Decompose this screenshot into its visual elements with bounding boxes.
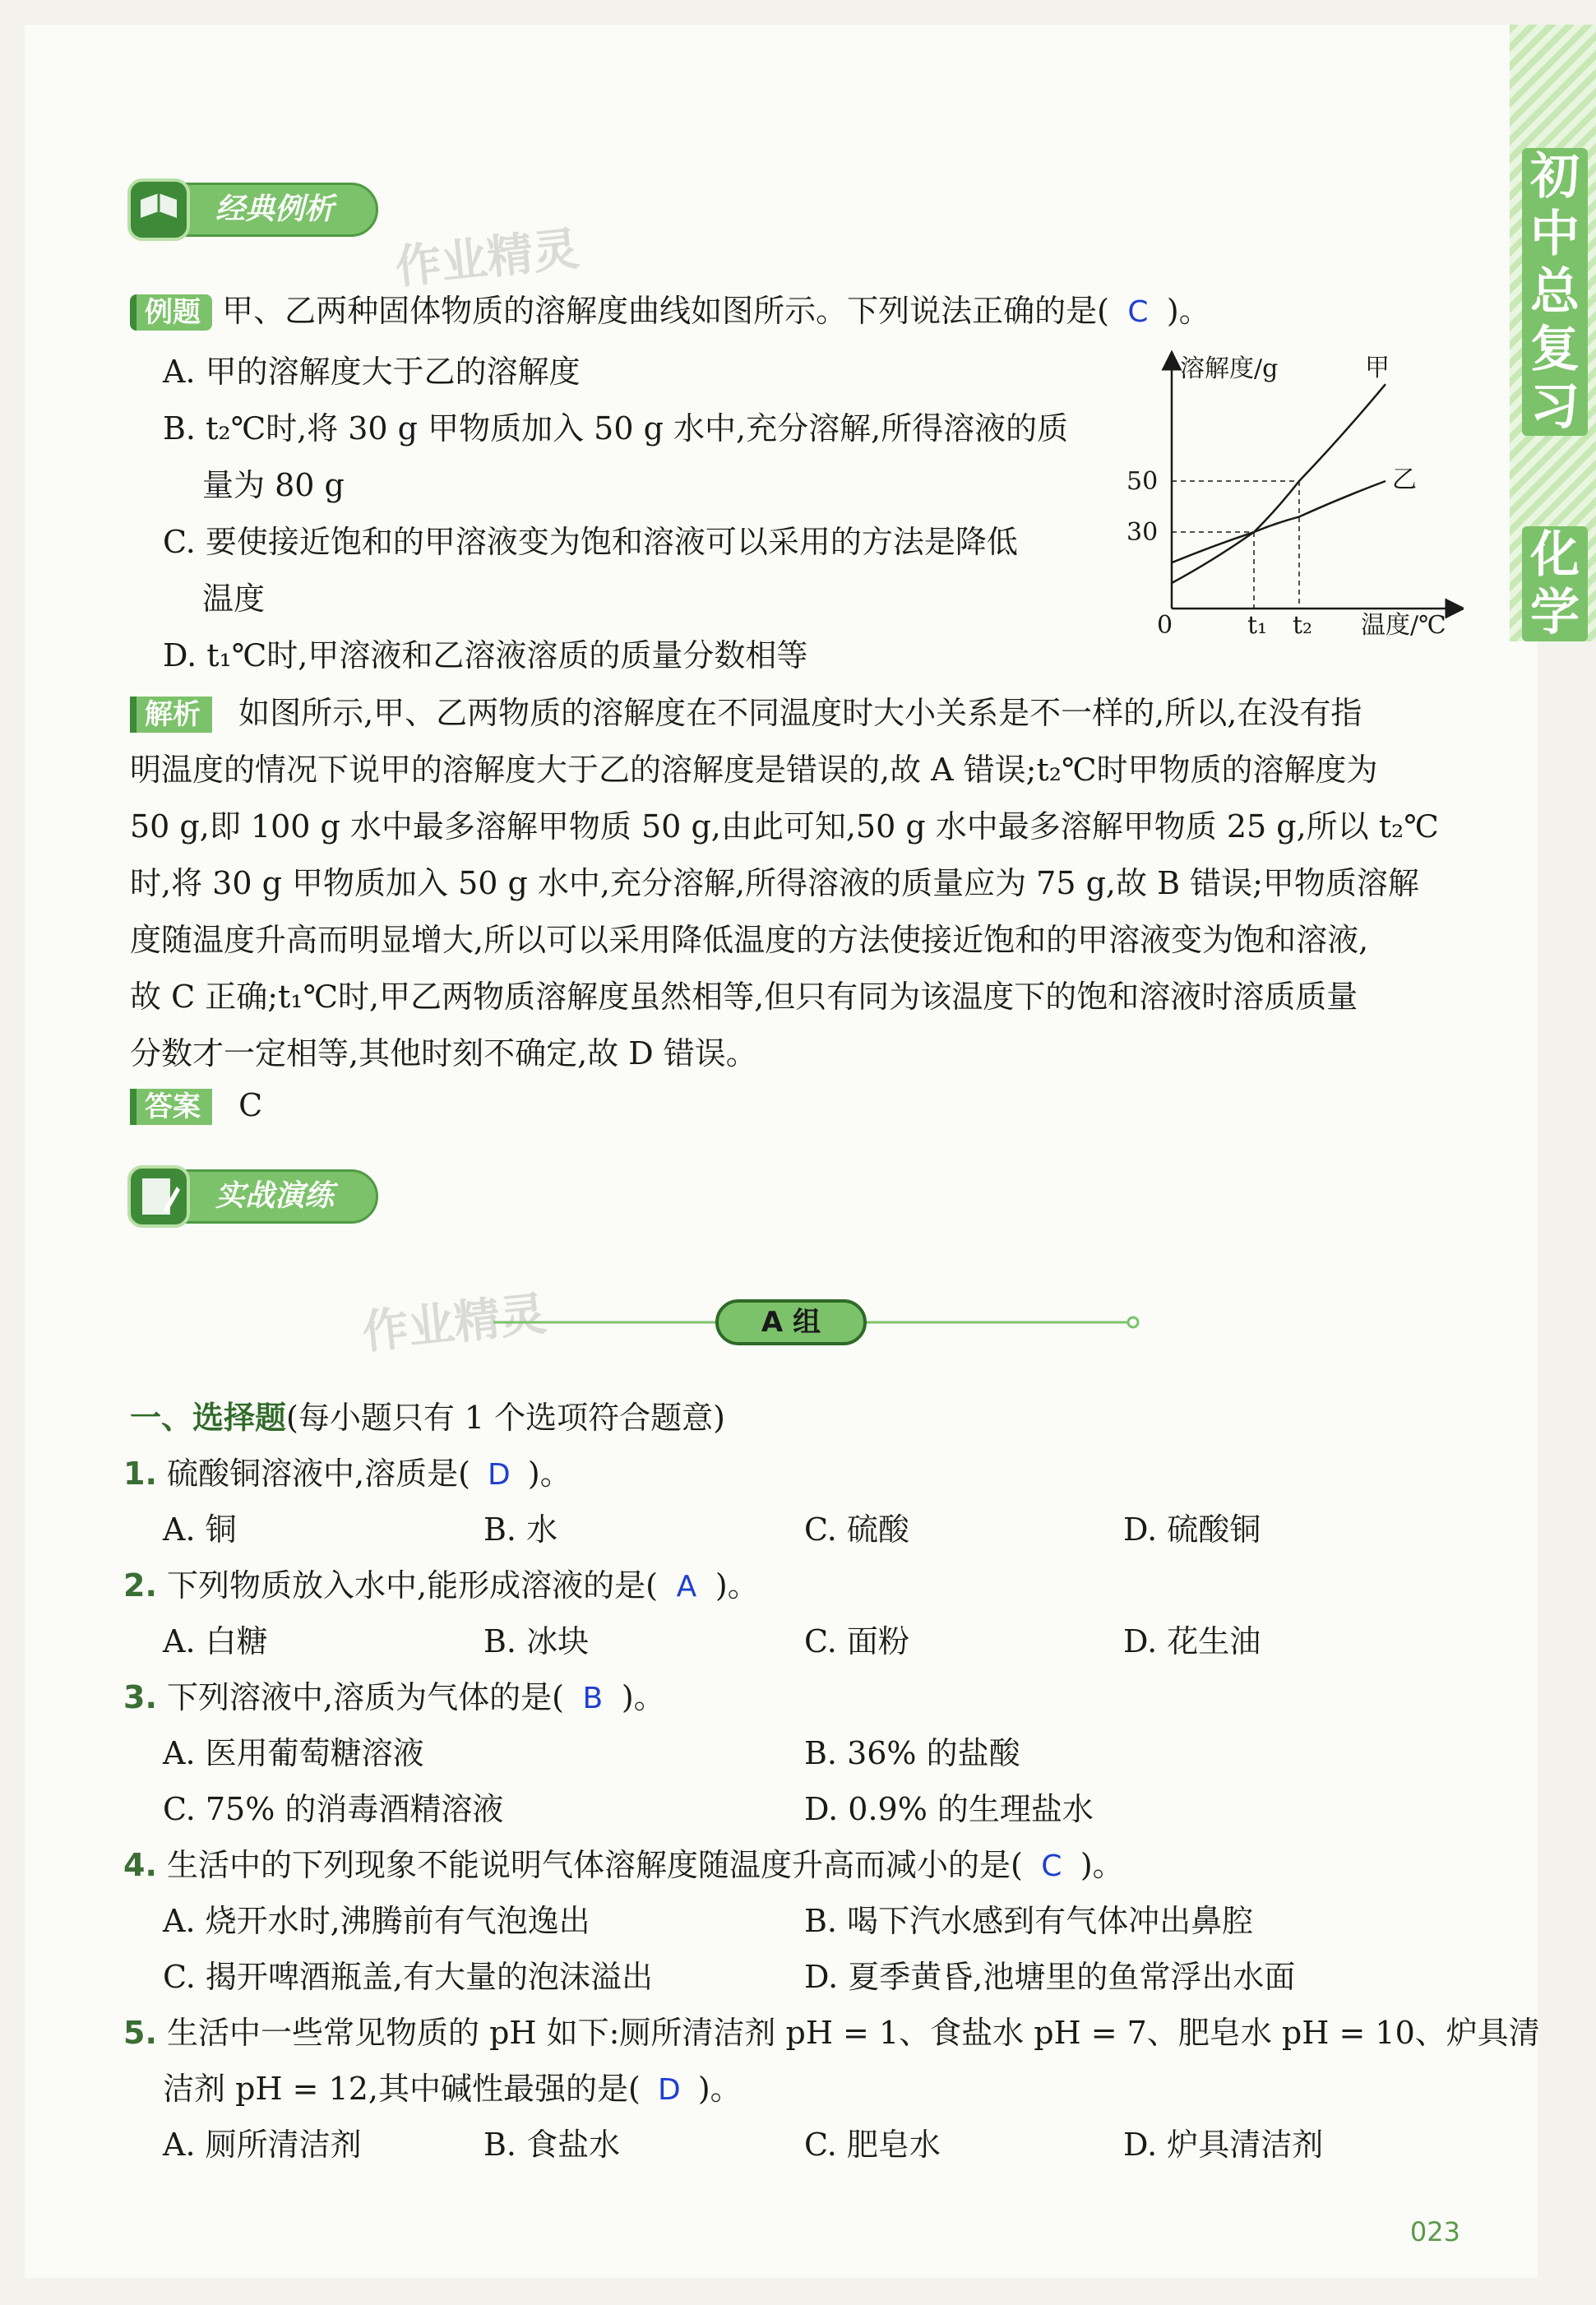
y-tick-label: 50 [1126,467,1159,496]
answer: B [582,1682,604,1715]
answer: D [657,2073,681,2107]
option: B. 冰块 [483,1623,590,1659]
example-option-b-cont: 量为 80 g [202,467,345,503]
side-tab [1510,25,1596,641]
analysis-line: 明温度的情况下说甲的溶解度大于乙的溶解度是错误的,故 A 错误;t₂℃时甲物质的溶解度为 [130,752,1378,788]
question-2: 2. 下列物质放入水中,能形成溶液的是( A )。 [123,1566,759,1607]
question-5-cont: 洁剂 pH = 12,其中碱性最强的是( D )。 [163,2069,742,2110]
analysis-line: 时,将 30 g 甲物质加入 50 g 水中,充分溶解,所得溶液的质量应为 75 g,故 B 错误;甲物质溶解 [130,865,1419,901]
answer-label: 答案 [130,1089,212,1125]
example-label: 例题 [130,294,212,331]
option: D. 炉具清洁剂 [1123,2127,1324,2163]
analysis-line: 故 C 正确;t₁℃时,甲乙两物质溶解度虽然相等,但只有同为该温度下的饱和溶液时溶质质量 [130,979,1358,1015]
example-section-title: 经典例析 [215,192,335,226]
example-option-c: C. 要使接近饱和的甲溶液变为饱和溶液可以采用的方法是降低 [163,524,1018,560]
x-tick-label: t₂ [1293,611,1313,640]
y-axis-label: 溶解度/g [1180,354,1279,383]
analysis-label: 解析 [130,697,212,733]
option: A. 白糖 [163,1623,268,1659]
x-tick-label: t₁ [1247,611,1268,640]
option: D. 0.9% 的生理盐水 [804,1791,1094,1827]
watermark: 作业精灵 [359,1287,549,1360]
example-answer: C [1127,295,1149,329]
answer: C [1041,1849,1062,1883]
page-number: 023 [1409,2216,1460,2247]
example-option-d: D. t₁℃时,甲溶液和乙溶液溶质的质量分数相等 [163,637,808,673]
answer: A [676,1570,697,1604]
curve-yi [1172,481,1386,562]
side-title-subject: 化学 [1522,526,1588,641]
analysis-line: 解析 如图所示,甲、乙两物质的溶解度在不同温度时大小关系是不一样的,所以,在没有指 [130,693,1362,733]
analysis-line: 分数才一定相等,其他时刻不确定,故 D 错误。 [130,1035,757,1072]
analysis-line: 50 g,即 100 g 水中最多溶解甲物质 50 g,由此可知,50 g 水中最多溶解甲物质 25 g,所以 t₂℃ [130,808,1439,845]
side-title-main: 初中总复习 [1522,148,1588,436]
question-1: 1. 硫酸铜溶液中,溶质是( D )。 [123,1454,571,1495]
option: C. 硫酸 [804,1511,909,1548]
option: A. 烧开水时,沸腾前有气泡逸出 [163,1903,590,1939]
option: C. 75% 的消毒酒精溶液 [163,1791,504,1827]
book-icon [127,178,190,241]
series-label-jia: 甲 [1365,354,1390,383]
example-stem: 例题 甲、乙两种固体物质的溶解度曲线如图所示。下列说法正确的是( C )。 [130,291,1210,332]
watermark: 作业精灵 [392,222,582,295]
question-3: 3. 下列溶液中,溶质为气体的是( B )。 [123,1678,665,1719]
answer-line [130,1085,262,1125]
solubility-chart [1118,345,1464,650]
option: C. 肥皂水 [804,2127,941,2163]
example-option-c-cont: 温度 [202,581,266,617]
example-option-a: A. 甲的溶解度大于乙的溶解度 [163,354,581,390]
origin-label: 0 [1157,611,1173,640]
answer: D [488,1458,511,1492]
x-axis-label: 温度/℃ [1361,611,1446,640]
option: A. 医用葡萄糖溶液 [163,1735,424,1771]
option: B. 36% 的盐酸 [804,1735,1020,1771]
option: B. 喝下汽水感到有气体冲出鼻腔 [804,1903,1254,1939]
option: D. 夏季黄昏,池塘里的鱼常浮出水面 [804,1959,1296,1995]
question-5: 5. 生活中一些常见物质的 pH 如下:厕所清洁剂 pH = 1、食盐水 pH = 7、肥皂水 pH = 10、炉具清 [123,2015,1540,2051]
pencil-icon [127,1165,190,1228]
option: D. 花生油 [1123,1623,1261,1659]
series-label-yi: 乙 [1392,465,1417,494]
option: B. 水 [483,1511,558,1548]
part-title: 一、选择题(每小题只有 1 个选项符合题意) [130,1400,726,1436]
option: A. 铜 [163,1511,237,1548]
option: D. 硫酸铜 [1123,1511,1261,1548]
group-label: A 组 [761,1306,821,1339]
y-tick-label: 30 [1126,518,1159,547]
option: C. 揭开啤酒瓶盖,有大量的泡沫溢出 [163,1959,653,1995]
curve-jia [1172,384,1386,583]
example-option-b: B. t₂℃时,将 30 g 甲物质加入 50 g 水中,充分溶解,所得溶液的质 [163,410,1069,447]
practice-section-title: 实战演练 [215,1179,335,1213]
question-4: 4. 生活中的下列现象不能说明气体溶解度随温度升高而减小的是( C )。 [123,1845,1124,1886]
answer-value: C [238,1087,263,1123]
option: B. 食盐水 [483,2127,621,2163]
analysis-line: 度随温度升高而明显增大,所以可以采用降低温度的方法使接近饱和的甲溶液变为饱和溶液, [130,922,1369,958]
option: C. 面粉 [804,1623,909,1659]
option: A. 厕所清洁剂 [163,2127,362,2163]
